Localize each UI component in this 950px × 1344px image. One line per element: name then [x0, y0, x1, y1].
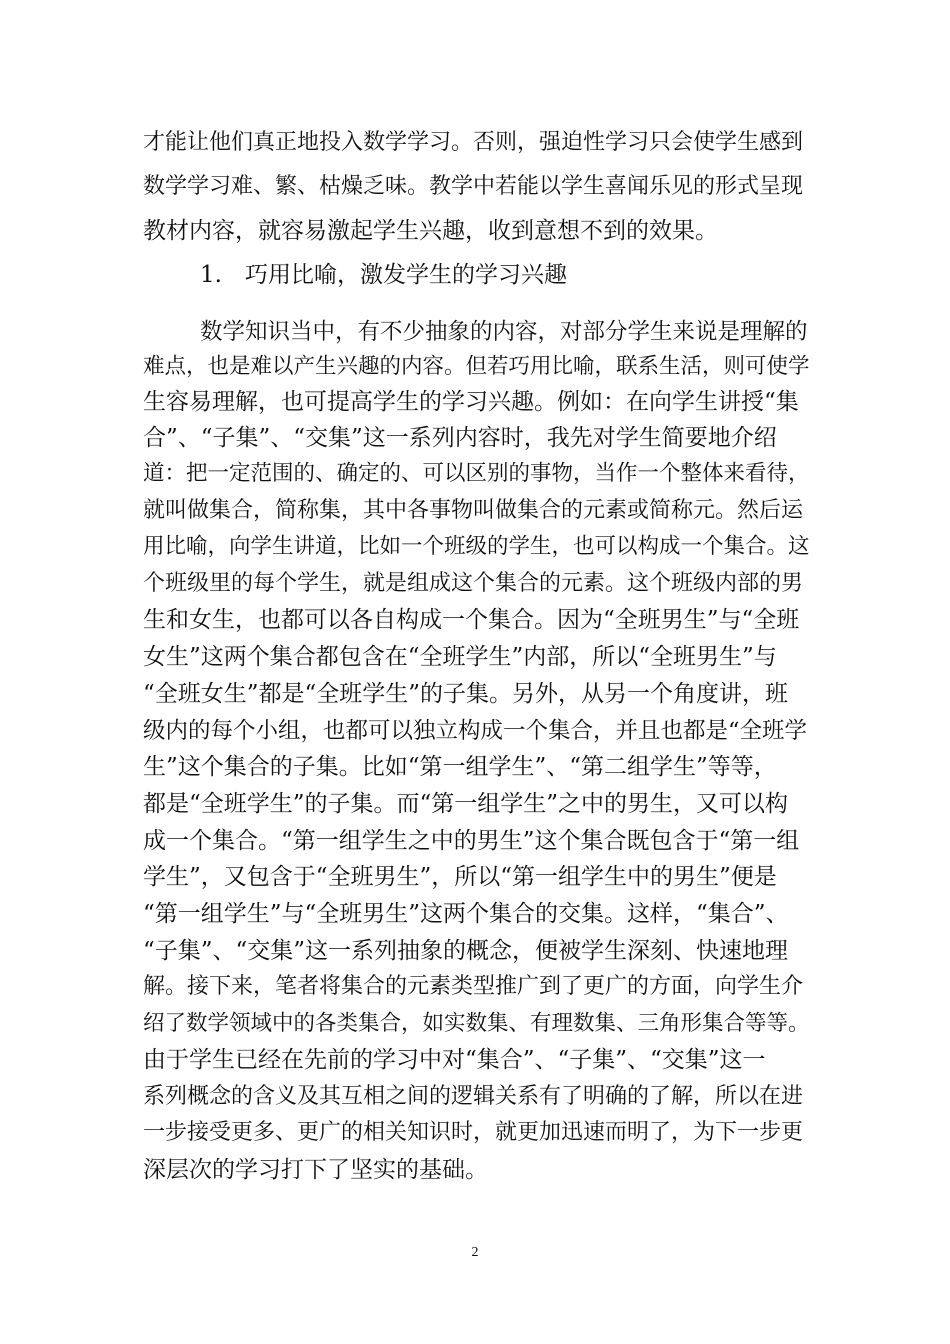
text-line: 生”这个集合的子集。比如“第一组学生”、“第二组学生”等等， — [143, 754, 777, 780]
text-line: 一步接受更多、更广的相关知识时，就更加迅速而明了，为下一步更 — [143, 1120, 804, 1145]
text-line: 个班级里的每个学生，就是组成这个集合的元素。这个班级内部的男 — [143, 571, 804, 596]
page-number: 2 — [471, 1245, 479, 1260]
text-line: 都是“全班学生”的子集。而“第一组学生”之中的男生，又可以构 — [143, 791, 789, 817]
text-line: 生容易理解，也可提高学生的学习兴趣。例如：在向学生讲授“集 — [143, 389, 799, 415]
text-line: 道：把一定范围的、确定的、可以区别的事物，当作一个整体来看待， — [143, 461, 810, 486]
text-line: 由于学生已经在先前的学习中对“集合”、“子集”、“交集”这一 — [143, 1047, 766, 1073]
text-line: 生和女生，也都可以各自构成一个集合。因为“全班男生”与“全班 — [143, 607, 800, 633]
text-line: 难点，也是难以产生兴趣的内容。但若巧用比喻，联系生活，则可使学 — [143, 354, 810, 379]
text-line: 系列概念的含义及其互相之间的逻辑关系有了明确的了解，所以在进 — [143, 1084, 804, 1109]
text-line: 绍了数学领域中的各类集合，如实数集、有理数集、三角形集合等等。 — [143, 1011, 810, 1036]
text-line: 用比喻，向学生讲道，比如一个班级的学生，也可以构成一个集合。这 — [143, 534, 810, 559]
text-line: 数学学习难、繁、枯燥乏味。教学中若能以学生喜闻乐见的形式呈现 — [143, 174, 804, 199]
section-heading: 1. 巧用比喻，激发学生的学习兴趣 — [200, 262, 567, 288]
text-line: 成一个集合。“第一组学生之中的男生”这个集合既包含于“第一组 — [143, 828, 800, 854]
text-line: 教材内容，就容易激起学生兴趣，收到意想不到的效果。 — [143, 218, 718, 244]
text-line: “第一组学生”与“全班男生”这两个集合的交集。这样，“集合”、 — [143, 901, 789, 927]
text-line: 解。接下来，笔者将集合的元素类型推广到了更广的方面，向学生介 — [143, 974, 804, 999]
text-line: 学生”，又包含于“全班男生”，所以“第一组学生中的男生”便是 — [143, 864, 777, 890]
text-line: 深层次的学习打下了坚实的基础。 — [143, 1157, 488, 1183]
text-line: 才能让他们真正地投入数学学习。否则，强迫性学习只会使学生感到 — [143, 130, 804, 155]
text-line: 合”、“子集”、“交集”这一系列内容时，我先对学生简要地介绍 — [143, 425, 777, 451]
text-line: 就叫做集合，简称集，其中各事物叫做集合的元素或简称元。然后运 — [143, 498, 804, 523]
text-line: “全班女生”都是“全班学生”的子集。另外，从另一个角度讲，班 — [143, 681, 789, 707]
text-line: 数学知识当中，有不少抽象的内容，对部分学生来说是理解的 — [200, 319, 808, 345]
text-line: “子集”、“交集”这一系列抽象的概念，便被学生深刻、快速地理 — [143, 938, 789, 964]
text-line: 级内的每个小组，也都可以独立构成一个集合，并且也都是“全班学 — [143, 718, 808, 744]
text-line: 女生”这两个集合都包含在“全班学生”内部，所以“全班男生”与 — [143, 644, 777, 670]
